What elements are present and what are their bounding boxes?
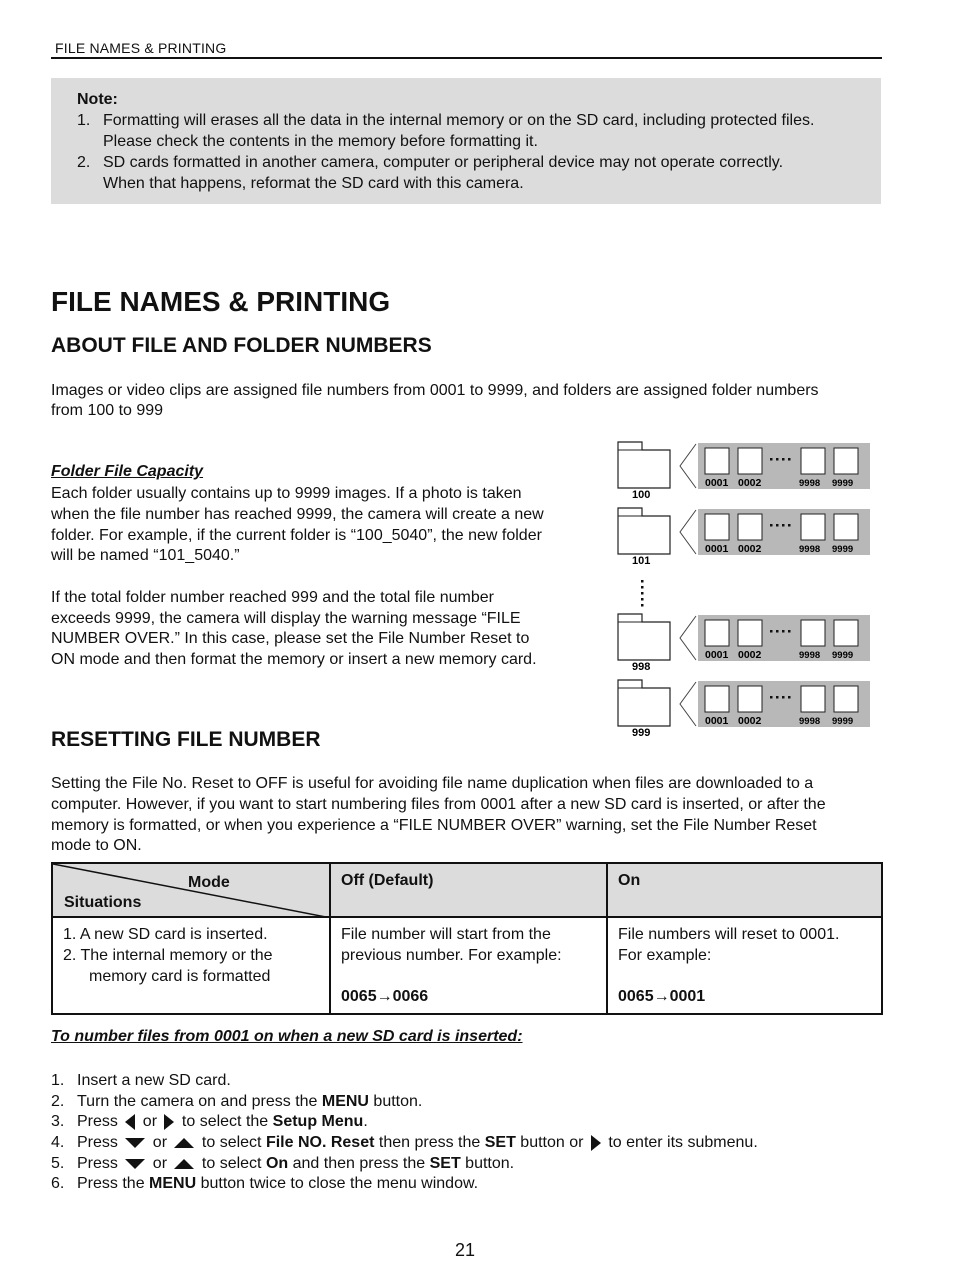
ellipsis-dot [782,524,785,527]
up-arrow-icon [174,1138,194,1148]
ellipsis-dot [641,586,644,589]
folder-label: 100 [632,489,651,501]
ellipsis-dot [788,696,791,699]
down-arrow-icon [125,1159,145,1169]
file-box [834,620,858,646]
file-box [801,514,825,540]
mode-situations-cell [52,863,330,917]
section-heading-about: ABOUT FILE AND FOLDER NUMBERS [51,334,432,357]
ellipsis-dot [776,630,779,633]
folder-label: 998 [632,661,651,673]
file-box [705,686,729,712]
ellipsis-dot [788,524,791,527]
situation-item: 2. The internal memory or the [63,947,273,964]
situation-item: memory card is formatted [89,968,271,985]
section-heading-reset: RESETTING FILE NUMBER [51,728,321,751]
file-box [834,686,858,712]
off-text: previous number. For example: [341,947,562,964]
file-box [801,620,825,646]
folder-icon [618,614,670,660]
file-label: 0001 [705,715,729,727]
file-box [738,448,762,474]
file-label: 0002 [738,715,762,727]
file-label: 9998 [799,716,821,727]
file-box [738,686,762,712]
folder-row [618,680,870,738]
right-arrow-icon [164,1114,174,1130]
off-header: Off (Default) [330,863,607,917]
file-label: 0002 [738,543,762,555]
warning-line: If the total folder number reached 999 and the total file number [51,589,494,606]
ellipsis-dot [782,630,785,633]
capacity-line: folder. For example, if the current folder is “100_5040”, the new folder [51,527,542,544]
file-box [834,514,858,540]
file-label: 9999 [832,716,854,727]
on-header: On [607,863,882,917]
off-text: File number will start from the [341,926,551,943]
ellipsis-dot [770,696,773,699]
ellipsis-dot [641,598,644,601]
ellipsis-dot [776,696,779,699]
file-label: 0002 [738,477,762,489]
note-number: 2. [77,154,91,171]
warning-line: NUMBER OVER.” In this case, please set the File Number Reset to [51,630,530,647]
note-number: 1. [77,112,91,129]
up-arrow-icon [174,1159,194,1169]
bracket-icon [680,444,696,488]
folder-row [618,614,870,673]
ellipsis-dot [641,580,644,583]
file-box [738,620,762,646]
mode-label: Mode [188,874,230,891]
step-4: 4. Press or to select File NO. Reset then press the SET button or to enter its submenu. [51,1134,758,1151]
capacity-line: Each folder usually contains up to 9999 images. If a photo is taken [51,485,522,502]
file-label: 0001 [705,649,729,661]
file-label: 9999 [832,478,854,489]
file-label: 0001 [705,543,729,555]
on-example: 0065→0001 [618,988,706,1005]
step-1: 1. Insert a new SD card. [51,1072,231,1089]
step-5: 5. Press or to select On and then press the SET button. [51,1155,515,1172]
file-label: 9999 [832,650,854,661]
file-label: 9998 [799,650,821,661]
running-header: FILE NAMES & PRINTING [55,40,227,56]
bracket-icon [680,682,696,726]
header-rule [51,57,882,59]
ellipsis-dot [776,524,779,527]
warning-line: exceeds 9999, the camera will display the warning message “FILE [51,610,521,627]
intro-line: Images or video clips are assigned file numbers from 0001 to 9999, and folders are assigned folder numbers [51,382,819,399]
folder-capacity-heading: Folder File Capacity [51,463,204,480]
reset-line: Setting the File No. Reset to OFF is useful for avoiding file name duplication when files are downloaded to a [51,775,814,792]
situations-cell [52,917,330,1014]
page-title: FILE NAMES & PRINTING [51,286,391,317]
left-arrow-icon [125,1114,135,1130]
on-text: File numbers will reset to 0001. [618,926,840,943]
file-label: 9998 [799,544,821,555]
step-2: 2. Turn the camera on and press the MENU button. [51,1093,423,1110]
capacity-line: will be named “101_5040.” [51,547,240,564]
down-arrow-icon [125,1138,145,1148]
file-box [705,448,729,474]
ellipsis-dot [782,696,785,699]
bracket-icon [680,616,696,660]
folder-icon [618,680,670,726]
procedure-heading: To number files from 0001 on when a new SD card is inserted: [51,1028,523,1045]
situation-item: 1. A new SD card is inserted. [63,926,268,943]
file-box [801,686,825,712]
table-header-row [52,863,882,917]
file-reset-table [51,862,883,1015]
on-cell [607,917,882,1014]
file-label: 0002 [738,649,762,661]
folder-row [618,508,870,567]
right-arrow-icon [591,1135,601,1151]
file-box [705,514,729,540]
note-text: When that happens, reformat the SD card with this camera. [103,175,524,192]
ellipsis-dot [782,458,785,461]
file-label: 9998 [799,478,821,489]
folder-row [618,442,870,501]
ellipsis-dot [788,458,791,461]
ellipsis-dot [770,458,773,461]
folder-icon [618,442,670,488]
step-6: 6. Press the MENU button twice to close the menu window. [51,1175,479,1192]
step-3: 3. Press or to select the Setup Menu. [51,1113,368,1130]
table-row [52,917,882,1014]
off-cell [330,917,607,1014]
folder-label: 101 [632,555,651,567]
ellipsis-dot [641,592,644,595]
intro-line: from 100 to 999 [51,402,164,419]
off-example: 0065→0066 [341,988,429,1005]
note-title: Note: [77,91,118,108]
note-text: SD cards formatted in another camera, computer or peripheral device may not operate correctly. [103,154,784,171]
on-text: For example: [618,947,712,964]
ellipsis-dot [776,458,779,461]
ellipsis-dot [770,524,773,527]
ellipsis-dot [770,630,773,633]
file-box [834,448,858,474]
file-box [705,620,729,646]
file-box [801,448,825,474]
file-label: 9999 [832,544,854,555]
ellipsis-dot [788,630,791,633]
reset-line: memory is formatted, or when you experience a “FILE NUMBER OVER” warning, set the File Number Reset [51,817,817,834]
bracket-icon [680,510,696,554]
ellipsis-dot [641,604,644,607]
page-number: 21 [455,1240,476,1260]
folder-icon [618,508,670,554]
situations-label: Situations [64,894,142,911]
reset-line: mode to ON. [51,837,142,854]
note-text: Please check the contents in the memory before formatting it. [103,133,538,150]
file-label: 0001 [705,477,729,489]
reset-line: computer. However, if you want to start numbering files from 0001 after a new SD card is inserted, or after the [51,796,826,813]
warning-line: ON mode and then format the memory or insert a new memory card. [51,651,537,668]
folder-file-diagram [612,438,874,738]
file-box [738,514,762,540]
note-text: Formatting will erases all the data in the internal memory or on the SD card, including protected files. [103,112,815,129]
folder-label: 999 [632,727,651,738]
capacity-line: when the file number has reached 9999, the camera will create a new [51,506,544,523]
